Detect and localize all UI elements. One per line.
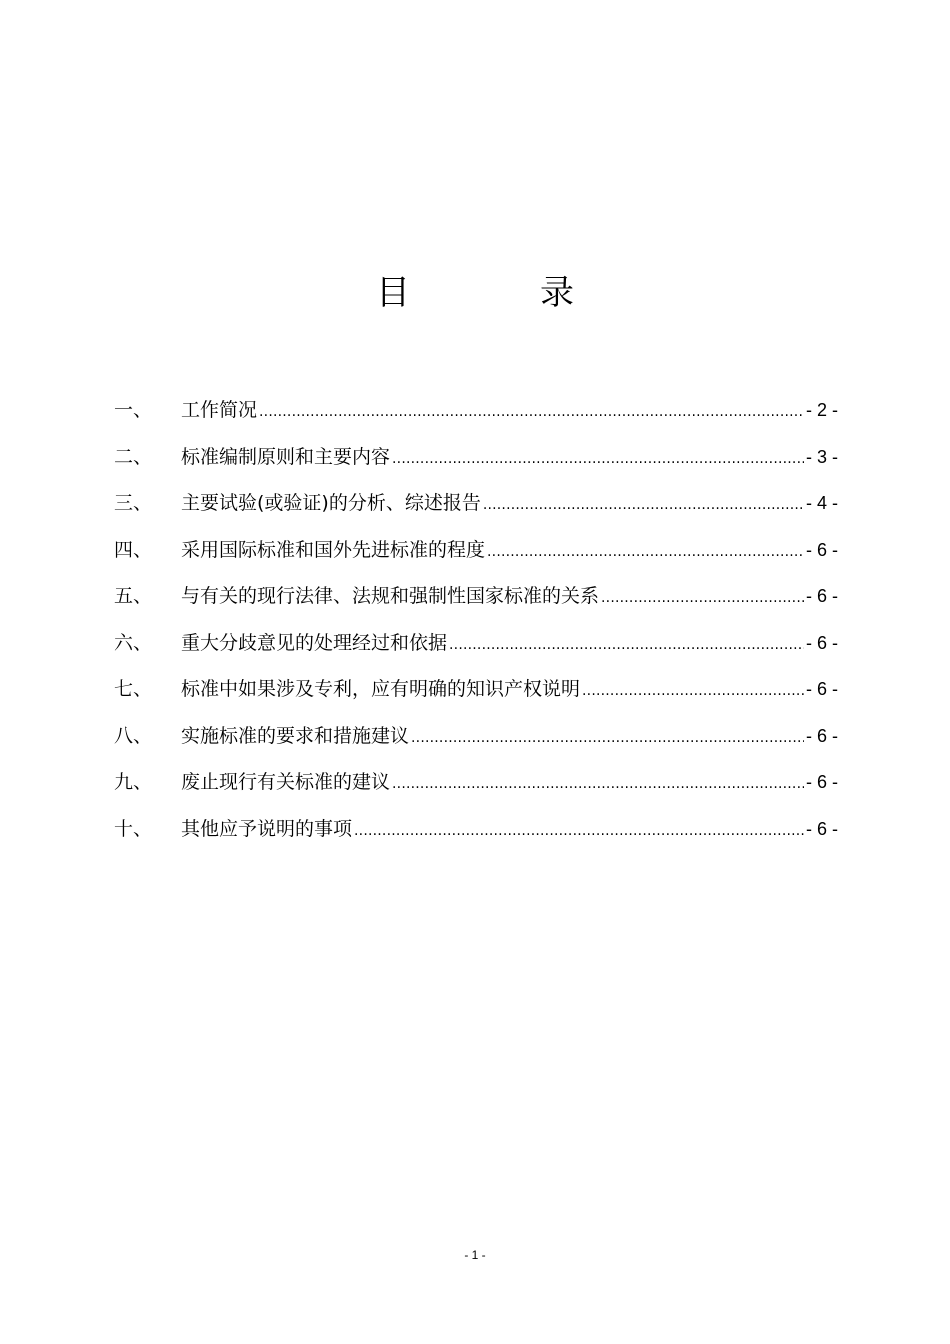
toc-dot-leader (483, 487, 804, 523)
toc-entry-page[interactable]: - 6 - (805, 632, 838, 653)
toc-dot-leader (487, 534, 804, 570)
toc-entry-number: 七、 (114, 678, 153, 700)
toc-entry[interactable] (114, 764, 838, 811)
toc-entry-title[interactable]: 其他应予说明的事项 (181, 817, 353, 840)
toc-dot-leader (411, 720, 804, 756)
toc-entry-title[interactable]: 工作简况 (181, 399, 258, 421)
toc-dot-leader (449, 627, 804, 663)
toc-entry-number: 二、 (114, 445, 153, 468)
toc-entry-number: 四、 (114, 538, 153, 561)
toc-entry-number: 五、 (114, 585, 153, 607)
toc-entry-title[interactable]: 废止现行有关标准的建议 (181, 771, 391, 793)
toc-entry-number: 一、 (114, 399, 153, 421)
toc-entry-number: 三、 (114, 492, 153, 514)
toc-dot-leader (601, 580, 804, 616)
toc-entry[interactable] (114, 811, 838, 858)
toc-entry-page[interactable]: - 6 - (805, 725, 838, 746)
toc-entry-title[interactable]: 重大分歧意见的处理经过和依据 (181, 631, 448, 654)
toc-entry[interactable] (114, 718, 838, 765)
toc-entry-title[interactable]: 实施标准的要求和措施建议 (181, 724, 410, 747)
toc-entry[interactable] (114, 625, 838, 672)
toc-entry-page[interactable]: - 4 - (805, 493, 838, 513)
toc-dot-leader (392, 766, 804, 802)
toc-entry-number: 九、 (114, 771, 153, 793)
toc-entry-title[interactable]: 与有关的现行法律、法规和强制性国家标准的关系 (181, 585, 600, 607)
toc-entry[interactable] (114, 439, 838, 486)
toc-dot-leader (582, 673, 804, 709)
toc-entry-page[interactable]: - 6 - (805, 818, 838, 839)
toc-entry-page[interactable]: - 2 - (805, 400, 838, 420)
toc-entry[interactable] (114, 485, 838, 532)
toc-dot-leader (392, 441, 804, 477)
toc-entry-page[interactable]: - 6 - (805, 586, 838, 606)
toc-entry-number: 十、 (114, 817, 153, 840)
page-number-footer: - 1 - (464, 1248, 486, 1262)
toc-entry-page[interactable]: - 3 - (805, 446, 838, 467)
toc-dot-leader (354, 813, 804, 849)
table-of-contents (114, 392, 838, 857)
toc-entry[interactable] (114, 671, 838, 718)
toc-entry[interactable] (114, 392, 838, 439)
toc-entry-title[interactable]: 采用国际标准和国外先进标准的程度 (181, 538, 486, 561)
toc-entry-page[interactable]: - 6 - (805, 772, 838, 792)
toc-dot-leader (259, 394, 804, 430)
toc-entry-title[interactable]: 标准中如果涉及专利，应有明确的知识产权说明 (181, 678, 581, 700)
toc-entry-title[interactable]: 主要试验(或验证)的分析、综述报告 (181, 492, 481, 514)
toc-entry-page[interactable]: - 6 - (805, 539, 838, 560)
toc-entry-number: 八、 (114, 724, 153, 747)
toc-entry[interactable] (114, 532, 838, 579)
toc-entry-title[interactable]: 标准编制原则和主要内容 (181, 445, 391, 468)
toc-entry-page[interactable]: - 6 - (805, 679, 838, 699)
toc-entry-number: 六、 (114, 631, 153, 654)
toc-entry[interactable] (114, 578, 838, 625)
toc-title: 目 录 (376, 273, 622, 313)
